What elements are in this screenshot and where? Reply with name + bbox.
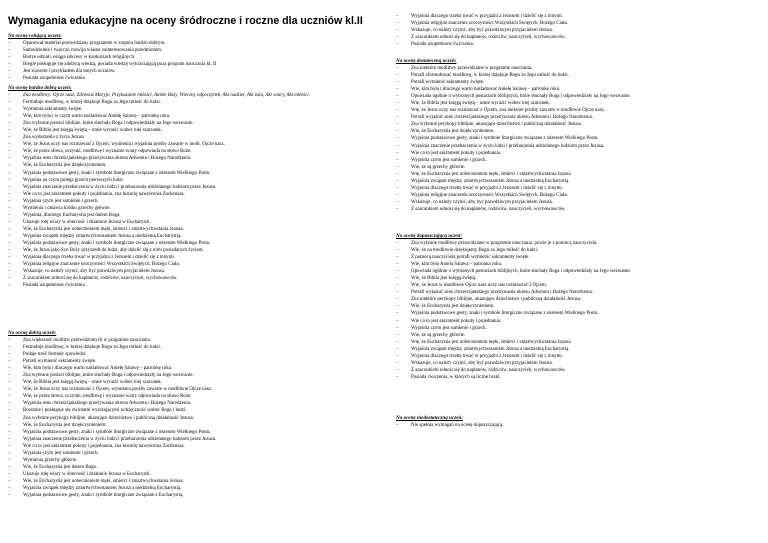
list-item: – Formułuje modlitwę, w której dziękuje Bogu za Jego miłość do ludzi. [8,344,378,351]
list-item: – Wie, że Jezus uczy nas rozmawiać z Ojcem, wymienia prośby zawarte w modlitwie Ojcze nasz. [8,386,378,393]
list-item: – Wyjaśnia związek między zmartwychwstaniem Jezusa a niedzielną Eucharystią. [8,485,378,492]
list-item: – Wie, że Eucharystia jest uobecnieniem męki, śmierci i zmartwychwstania Jezusa. [396,339,762,346]
list-item: – Ukazuje rolę wiary w obecność i działanie Jezusa w Eucharystii. [8,471,378,478]
list-item: – Ukazuje rolę wiary w obecność i działanie Jezusa w Eucharystii. [8,219,378,226]
list-item: – Wymienia grzechy główne. [8,457,378,464]
requirements-list [8,40,378,82]
list-item: – Wyjaśnia podstawowe gesty, znaki i symbole liturgiczne związane z okresem Wielkiego Postu. [8,240,378,247]
document-title: Wymagania edukacyjne na oceny śródroczne i roczne dla uczniów kl.II [8,15,363,27]
list-item: – Wyjaśnia podstawowe gesty, znaki i symbole liturgiczne związane z okresem Wielkiego Postu. [8,170,378,177]
list-item: – Wyjaśnia religijne znaczenie uroczystości Wszystkich Świętych, Bożego Ciała. [396,20,762,27]
section-heading: Na ocenę dopuszczającą uczeń: [396,233,463,239]
list-item: – Samodzielnie i twórczo rozwija własne zainteresowania przedmiotem. [8,47,378,54]
list-item: – Potrafi wymienić sakramenty święte. [8,358,378,365]
list-item: – Z szacunkiem odnosi się do kapłanów, rodziców, nauczycieli, wychowawców. [396,367,762,374]
requirements-list [396,65,762,213]
section-dostateczna [396,58,762,213]
list-item: – Wie, że Eucharystia jest dziękczynieniem. [396,303,762,310]
list-item: – Wie, że Jezus uczy nas rozmawiać z Ojcem, wymienia i wyjaśnia prośby zawarte w modl. Ojcze nasz. [8,141,378,148]
list-item: – Wyjaśnia znaczenie przebaczenia w życiu ludzi i przebaczenia udzielanego ludziom przez Jezusa. [8,436,378,443]
list-item: – Wie co to jest sakrament pokuty i pojednania. [396,150,762,157]
list-item: – Opowiada ogólnie o wybranych postaciach biblijnych, które słuchały Boga i odpowiedziały na Jego wezwanie. [396,93,762,100]
list-item: – Wyjaśnia podstawowe gesty, znaki i symbole liturgiczne związane z okresem Wielkiego Postu. [8,429,378,436]
list-item: – Opowiada ogólnie o wybranych postaciach biblijnych, które słuchały Boga i odpowiedziały na Jego wezwanie. [396,268,762,275]
list-item: – Wyjaśnia znaczenie przebaczenia w życiu ludzi i przebaczenia udzielanego ludziom przez Jezusa. [396,143,762,150]
list-item: – Potrafi wyjaśnić sens chrześcijańskiego przeżywania okresu Adwentu i Bożego Narodzenia. [396,114,762,121]
list-item: – Wyjaśnia dlaczego trzeba trwać w przyjaźni z Jezusem i dzielić się z innymi. [396,353,762,360]
list-item: – Zna niektóre perykopy biblijne, ukazujące dzieciństwo i publiczną działalność Jezusa. [396,296,762,303]
list-item: – Wyjaśnia religijne znaczenie uroczystości Wszystkich Świętych, Bożego Ciała. [8,261,378,268]
list-item: – Wie co to jest sakrament pokuty i pojednania, zna historię nawrócenia Zacheusza. [8,191,378,198]
list-item: – Wyjaśnia podstawowe gesty, znaki i symbole liturgiczne związane z Eucharystią. [8,492,378,499]
list-item: – Wyjaśnia sens chrześcijańskiego przeżywania okresu Adwentu i Bożego Narodzenia. [8,155,378,162]
list-item: – Wie, że Biblia jest księgą świętą – umie wyrazić wobec niej szacunek. [8,379,378,386]
list-item: – Z szacunkiem odnosi się do kapłanów, rodziców, nauczycieli, wychowawców. [396,206,762,213]
list-item: – Wie, kim była Aniela Salawa – patronka roku. [396,261,762,268]
list-item: – Zna większość modlitw przewidzianych w programie nauczania. [8,337,378,344]
list-item: – Bierze udział i osiąga sukcesy w konkursach religijnych. [8,54,378,61]
list-item: – Potrafi sformułować modlitwę, w której dziękuje Bogu za Jego miłość do ludzi. [396,72,762,79]
list-item: – Wyjaśnia religijne znaczenie uroczystości Wszystkich Świętych, Bożego Ciała. [396,192,762,199]
list-item: – Posiada uzupełnione ćwiczenia. [8,75,378,82]
list-item: – Potrafi wyjaśnić sens chrześcijańskiego przeżywania okresu Adwentu i Bożego Narodzenia. [396,289,762,296]
requirements-list [8,337,378,499]
list-item: – Wyjaśnia, dlaczego Eucharystia jest darem Boga. [8,212,378,219]
list-item: – Wie, że na modlitwie dziękujemy Bogu za Jego miłość do ludzi. [396,247,762,254]
list-item: – Wyjaśnia czym jest sumienie i grzech. [8,198,378,205]
list-item: – Wie, że Biblia jest księgą świętą. [396,275,762,282]
requirements-list [396,422,762,429]
list-item: – Wyjaśnia sens chrześcijańskiego przeżywania okresu Adwentu i Bożego Narodzenia. [8,400,378,407]
list-item: – Zna wybrane perykopy biblijne, ukazujące dzieciństwo i publiczną działalność Jezusa. [396,121,762,128]
list-item: – Zna wybrane modlitwy przewidziane w programie nauczania, powie je z pomocą nauczyciela. [396,240,762,247]
list-item: – Wie co to jest sakrament pokuty i pojednania, zna historię nawrócenia Zacheusza. [8,443,378,450]
list-item: – Wyjaśnia związek między zmartwychwstaniem Jezusa a niedzielną Eucharystią. [396,178,762,185]
list-item: – Podaje treść formuły spowiedzi. [8,351,378,358]
list-item: – Posiada uzupełnione ćwiczenia. [8,282,378,289]
list-item: – Wie, że Jezus uczy nas rozmawiać z Ojcem, zna niektóre prośby zawarte w modlitwie Ojcze nasz. [396,107,762,114]
list-item: – Formułuje modlitwę, w której dziękuje Bogu za Jego miłość do ludzi. [8,99,378,106]
list-item: – Jest wzorem i przykładem dla innych uczniów. [8,68,378,75]
list-item: – Wyjaśnia na czym polega grzech pierwszych ludzi [8,177,378,184]
list-item: – Wie, że Jezus w modlitwie Ojcze nasz uczy nas rozmawiać z Ojcem. [396,282,762,289]
list-item: – Wyjaśnia dlaczego trzeba trwać w przyjaźni z Jezusem i dzielić się z innymi. [8,254,378,261]
list-item: – Nie spełnia wymagań na ocenę dopuszczającą. [396,422,762,429]
list-item: – Wie, że Biblia jest księgą świętą – umie wyrazić wobec niej szacunek. [8,127,378,134]
list-item: – Wie, że Eucharystia jest dziękczynieniem. [396,128,762,135]
list-item: – Wie, że Jezus jako Syn Boży przyszedł do ludzi, aby dzielić się z nimi posiadanym życiem. [8,247,378,254]
section-heading: Na ocenę dobrą uczeń: [8,330,57,336]
list-item: – Z pomocą nauczyciela potrafi wymienić sakramenty święte. [396,254,762,261]
requirements-list [8,92,378,289]
section-heading: Na ocenę dostateczną uczeń: [396,58,457,64]
list-item: – Wie, że są grzechy główne. [396,332,762,339]
list-item: – Wymienia i omawia krótko grzechy główne. [8,205,378,212]
list-item: – Wyjaśnia znaczenie przebaczenia w życiu ludzi i przebaczenia udzielanego ludziom przez Jezusa. [8,184,378,191]
list-item: – Wie, że przez słowa, uczynki, modlitwę i wyznanie wiary odpowiada na słowo Boże. [8,393,378,400]
section-dopuszczajaca [396,233,762,381]
list-item: – Wie co to jest sakrament pokuty i pojednania. [396,318,762,325]
list-item: – Wyjaśnia dlaczego trzeba trwać w przyjaźni z Jezusem i dzielić się z innymi. [396,185,762,192]
list-item: – Wie, że Eucharystia jest uobecnieniem męki, śmierci i zmartwychwstania Jezusa. [8,478,378,485]
section-celujaca [8,33,378,82]
list-item: – Wie, kim była i dlaczego warto naśladować Aniełę Salawę – patronkę roku. [396,86,762,93]
list-item: – Wyjaśnia dlaczego trzeba trwać w przyjaźni z Jezusem i dzielić się z innymi. [396,13,762,20]
list-item: – Wyjaśnia związek między zmartwychwstaniem Jezusa a niedzielną Eucharystią. [8,233,378,240]
list-item: – Wyjaśnia podstawowe gesty, znaki i symbole liturgiczne związane z okresem Wielkiego Postu. [396,310,762,317]
list-item: – Wie, że Eucharystia jest uobecnieniem męki, śmierci i zmartwychwstania Jezusa. [8,226,378,233]
section-heading: Na ocenę bardzo dobrą uczeń: [8,85,72,91]
list-item: – Zna wybrane perykopy biblijne, ukazujące dzieciństwo i publiczną działalność Jezusa. [8,415,378,422]
list-item: – Zna wydarzenia z życia Jezusa [8,134,378,141]
list-item: – Wskazuje, co należy czynić, aby być prawdziwym przyjacielem Jezusa. [396,27,762,34]
list-item: – Wyjaśnia czym jest sumienie i grzech. [8,450,378,457]
requirements-list [396,13,762,48]
list-item: – Posiada uzupełnione ćwiczenia. [396,41,762,48]
list-item: – Zna modlitwy: Ojcze nasz, Zdrowaś Maryjo, Przykazanie miłości, Aniele Boży, Wieczny odpoczynek, Akt nadziei, Akt żalu, Akt wiary, Akt miłości. [8,92,378,99]
list-item: – Biegle posługuje się zdobytą wiedzą, posiada wiedzę wykraczającą poza program nauczania kl. II [8,61,378,68]
list-item: – Wie, że Biblia jest księgą świętą – umie wyrazić wobec niej szacunek. [396,100,762,107]
list-item: – Wie, kim była i w czym warto naśladować Aniełę Salawę – patronkę roku. [8,113,378,120]
list-item: – Wskazuje, co należy czynić, aby być prawdziwym przyjacielem Jezusa. [396,360,762,367]
list-item: – Potrafi wymienić sakramenty święte. [396,79,762,86]
section-niedostateczna [396,415,762,429]
list-item: – Wskazuje, co należy czynić, aby być prawdziwym przyjacielem Jezusa. [396,199,762,206]
list-item: – Wyjaśnia podstawowe gesty, znaki i symbole liturgiczne związane z okresem Wielkiego Postu. [396,135,762,142]
list-item: – Opanował materiał przewidziany programem w stopniu bardzo dobrym. [8,40,378,47]
section-continuation [396,13,762,48]
list-item: – Zna wybrane postaci biblijne, które słuchały Boga i odpowiedziały na Jego wezwanie. [8,372,378,379]
list-item: – Z szacunkiem odnosi się do kapłanów, rodziców, nauczycieli, wychowawców. [8,275,378,282]
list-item: – Wie, że są grzechy główne. [396,164,762,171]
list-item: – Posiada ćwiczenia, w których są liczne braki. [396,374,762,381]
list-item: – Wie, że Eucharystia jest dziękczynieniem. [8,162,378,169]
list-item: – Zna wybrane postaci biblijne, które słuchały Boga i odpowiedziały na Jego wezwanie. [8,120,378,127]
requirements-list [396,240,762,381]
list-item: – Wie, kim była i dlaczego warto naśladować Aniełę Salawę – patronkę roku. [8,365,378,372]
list-item: – Z szacunkiem odnosi się do kapłanów, rodziców, nauczycieli, wychowawców. [396,34,762,41]
list-item: – Rozumie i posługuje się zwrotami wyrażającymi wdzięczność wobec Boga i ludzi. [8,407,378,414]
list-item: – Wymienia sakramenty święte. [8,106,378,113]
list-item: – Wskazuje, co należy czynić, aby być prawdziwym przyjacielem Jezusa. [8,268,378,275]
list-item: – Wie, że Eucharystia jest dziękczynieniem. [8,422,378,429]
list-item: – Wie, że Eucharystia jest darem Boga. [8,464,378,471]
list-item: – Wie, że przez słowa, uczynki, modlitwę i wyznanie wiary odpowiada na słowo Boże. [8,148,378,155]
list-item: – Wie, że Eucharystia jest uobecnieniem męki, śmierci i zmartwychwstania Jezusa. [396,171,762,178]
list-item: – Wyjaśnia czym jest sumienie i grzech. [396,157,762,164]
section-heading: Na ocenę niedostateczną uczeń: [396,415,463,421]
list-item: – Wyjaśnia związek między zmartwychwstaniem Jezusa a niedzielną Eucharystią. [396,346,762,353]
section-heading: Na ocenę celującą uczeń: [8,33,62,39]
section-dobra [8,330,378,499]
list-item: – Zna niektóre modlitwy przewidziane w programie nauczania. [396,65,762,72]
section-bardzo-dobra [8,85,378,289]
list-item: – Wyjaśnia czym jest sumienie i grzech. [396,325,762,332]
